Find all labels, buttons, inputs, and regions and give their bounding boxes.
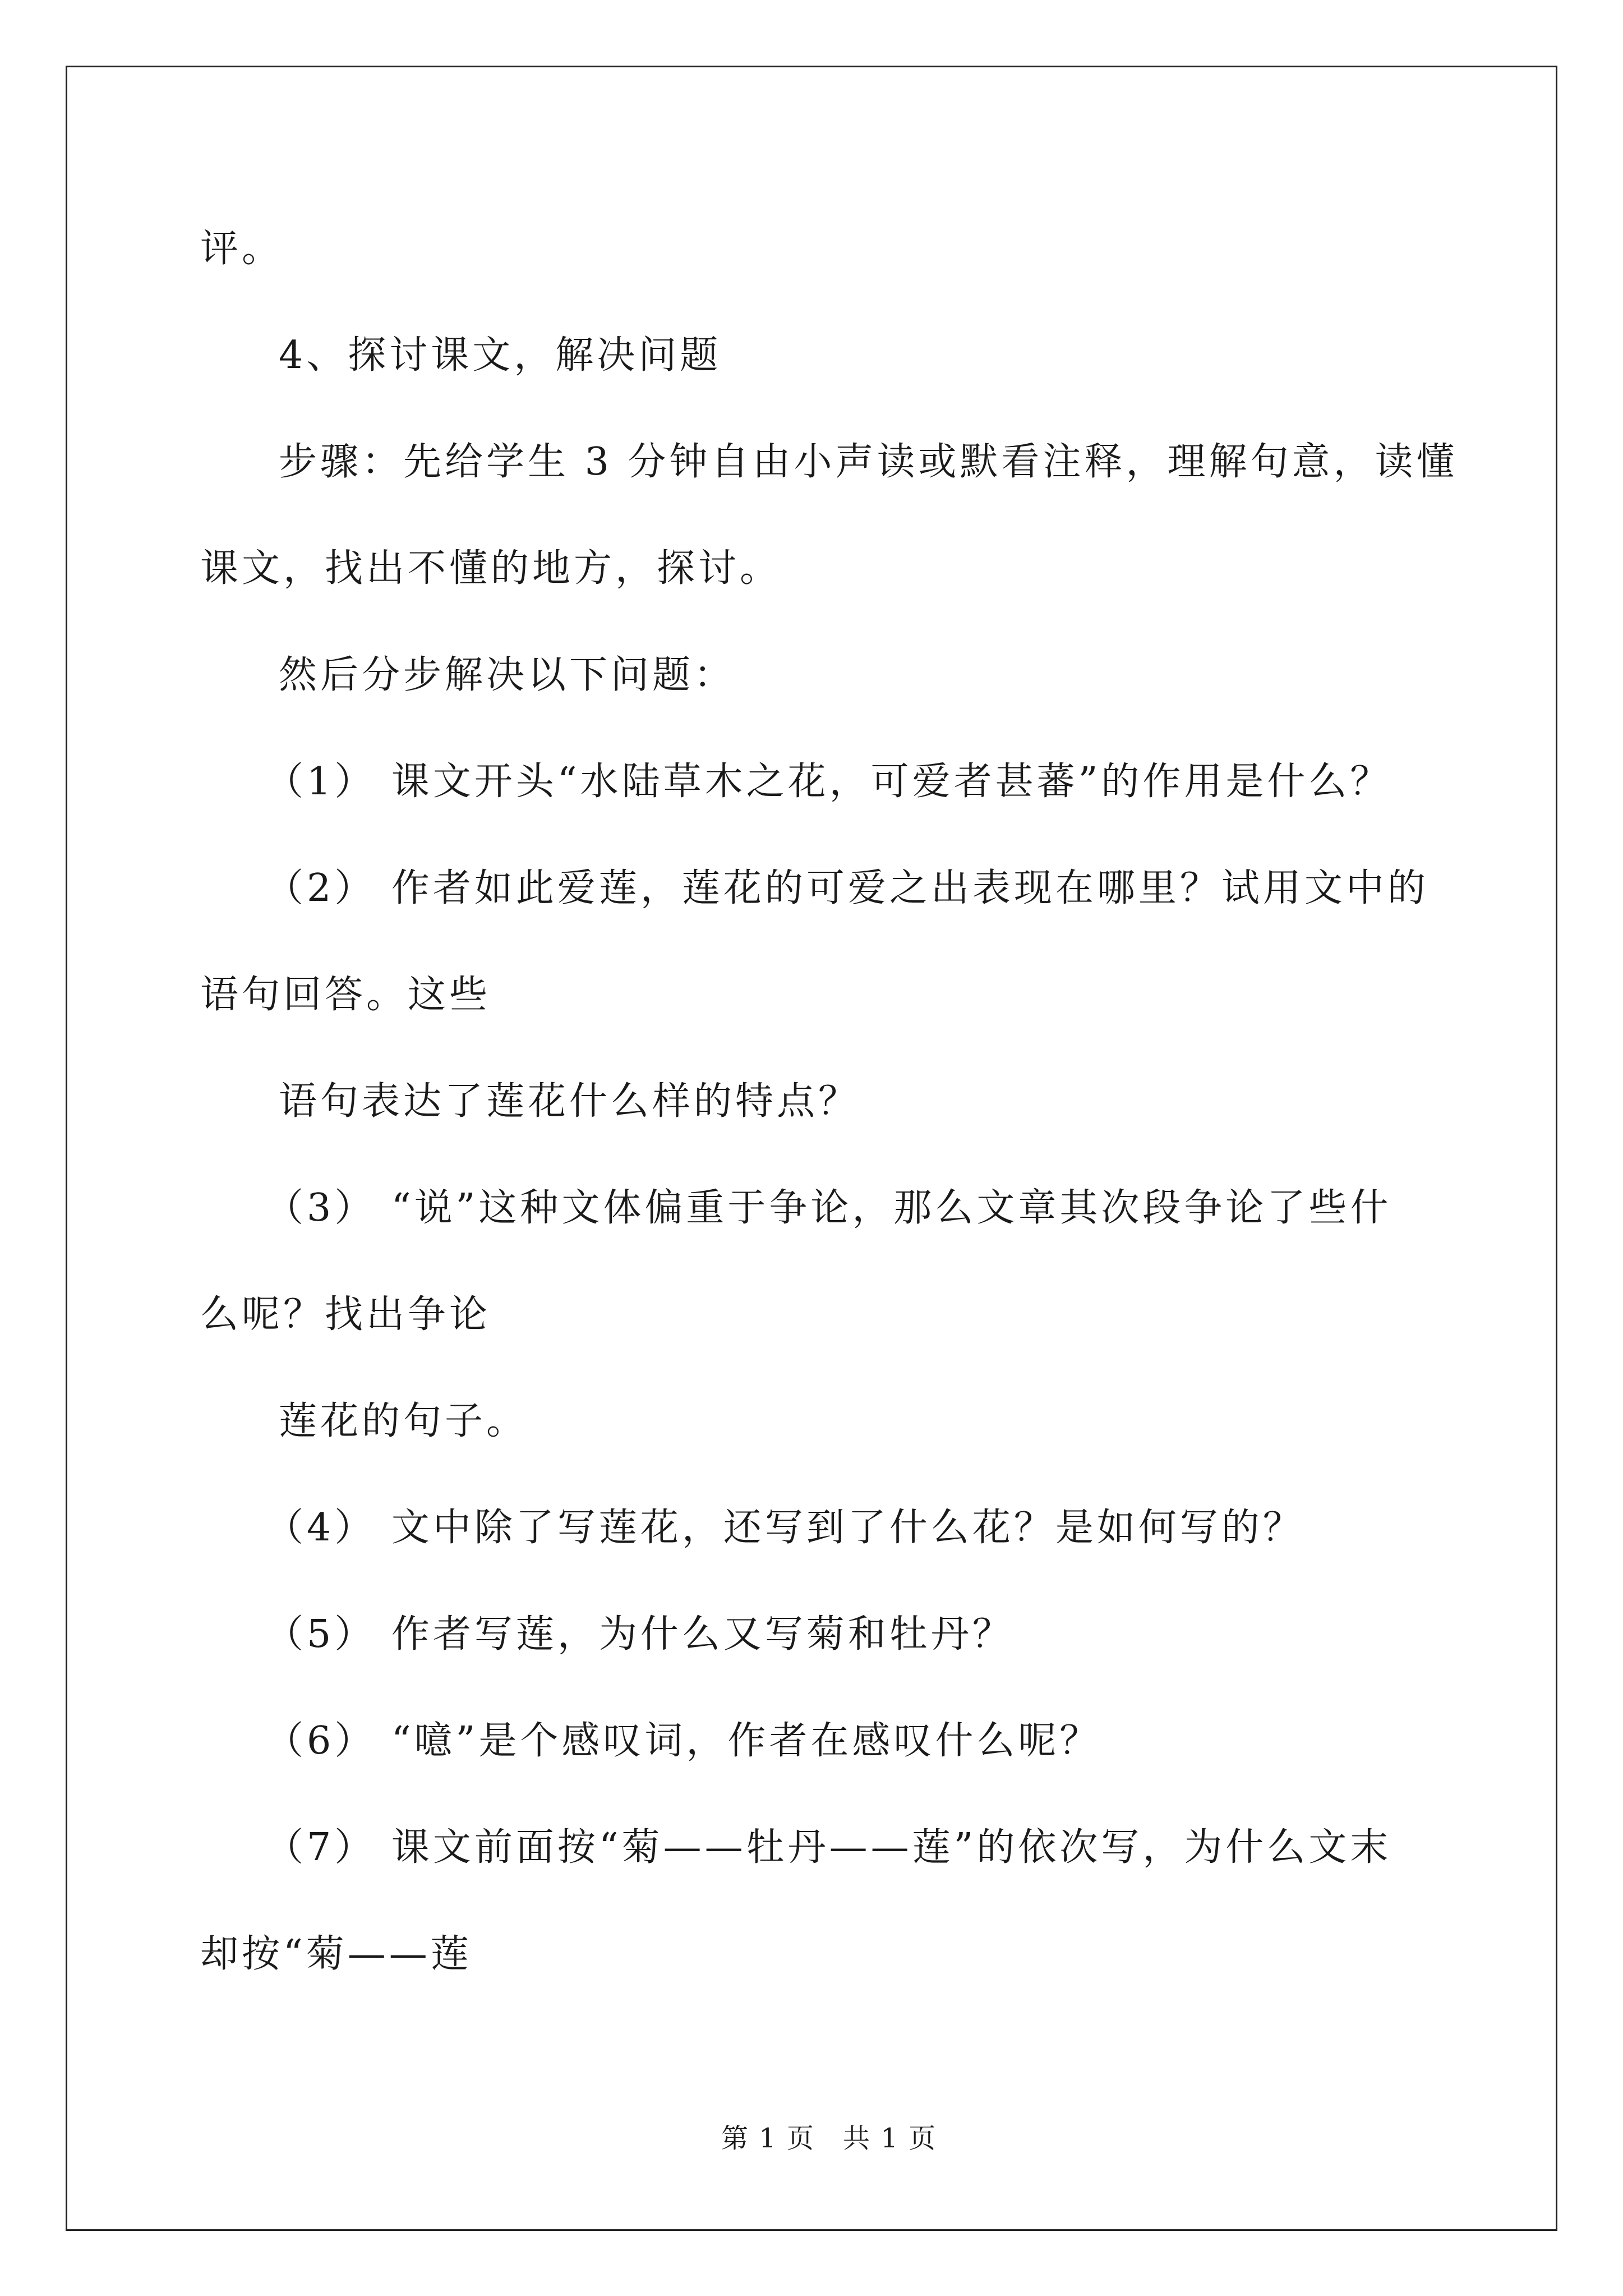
- text-line: 莲花的句子。: [279, 1399, 528, 1443]
- text-line: 语句表达了莲花什么样的特点？: [279, 1079, 860, 1124]
- page-border: [66, 66, 1557, 2231]
- text-line: 课文，找出不懂的地方，探讨。: [200, 546, 782, 591]
- question-item: （6） “噫”是个感叹词，作者在感叹什么呢？: [265, 1719, 1101, 1763]
- section-heading: 4、探讨课文，解决问题: [279, 333, 722, 378]
- question-item: （1） 课文开头“水陆草木之花，可爱者甚蕃”的作用是什么？: [265, 760, 1392, 804]
- text-line: 然后分步解决以下问题：: [279, 653, 736, 697]
- question-item: （7） 课文前面按“菊——牡丹——莲”的依次写，为什么文末: [265, 1825, 1392, 1870]
- page-footer: 第 1 页 共 1 页: [721, 2123, 937, 2154]
- text-line: 评。: [200, 227, 284, 271]
- text-line: 步骤：先给学生 3 分钟自由小声读或默看注释，理解句意，读懂: [279, 440, 1458, 484]
- text-line: 么呢？找出争论: [200, 1292, 491, 1337]
- text-line: 语句回答。这些: [200, 973, 491, 1017]
- text-line: 却按“菊——莲: [200, 1932, 472, 1976]
- question-item: （2） 作者如此爱莲，莲花的可爱之出表现在哪里？试用文中的: [265, 866, 1429, 910]
- question-item: （3） “说”这种文体偏重于争论，那么文章其次段争论了些什: [265, 1186, 1392, 1230]
- question-item: （4） 文中除了写莲花，还写到了什么花？是如何写的？: [265, 1506, 1304, 1550]
- question-item: （5） 作者写莲，为什么又写菊和牡丹？: [265, 1612, 1014, 1657]
